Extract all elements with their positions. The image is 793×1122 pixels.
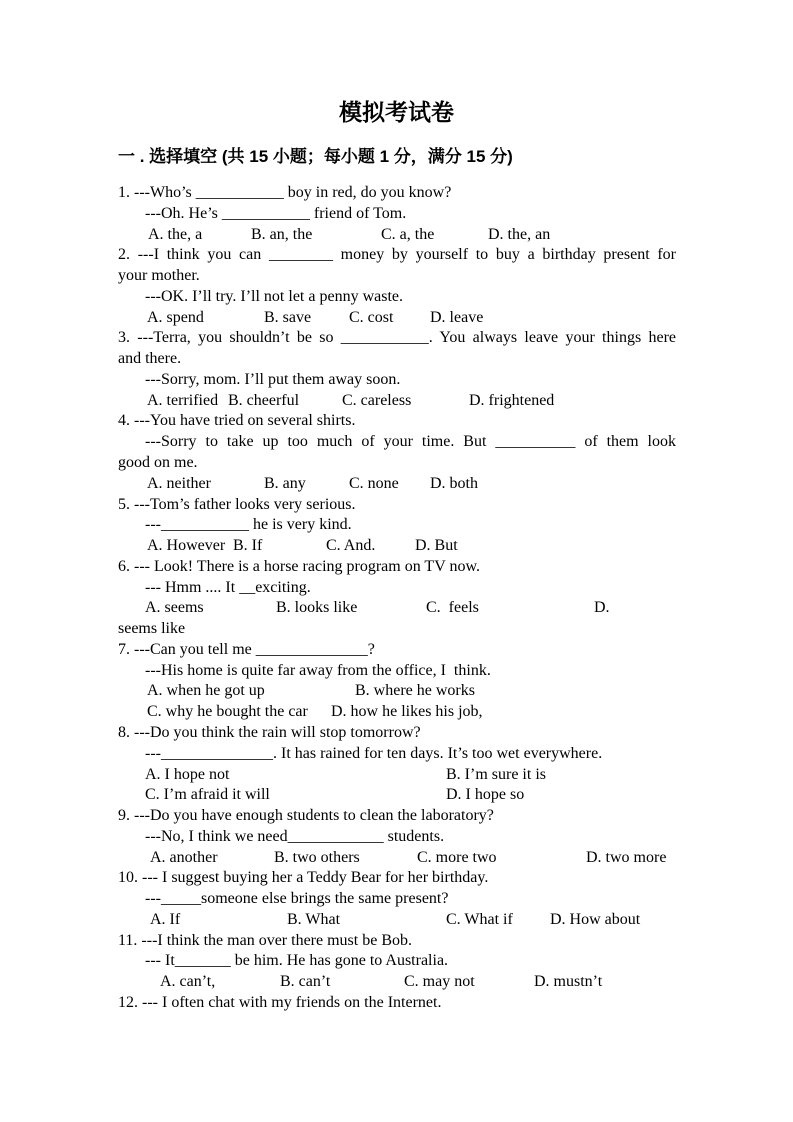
question-7-option-B: B. where he works	[355, 682, 475, 700]
section-heading: 一 . 选择填空 (共 15 小题；每小题 1 分，满分 15 分)	[118, 147, 513, 166]
question-4-option-D: D. both	[430, 474, 478, 492]
question-8-option-A: A. I hope not	[145, 765, 230, 783]
question-5-option-D: D. But	[415, 537, 458, 555]
question-4-text-line: 4. ---You have tried on several shirts.	[118, 412, 356, 430]
question-8-option-B: B. I’m sure it is	[446, 765, 546, 783]
question-4-option-B: B. any	[264, 474, 306, 492]
question-9-text-line: 9. ---Do you have enough students to clean the laboratory?	[118, 807, 494, 825]
question-2-option-D: D. leave	[430, 308, 484, 326]
document-title: 模拟考试卷	[339, 99, 454, 125]
question-6-option-C: C. feels	[426, 599, 479, 617]
question-4-text-line: good on me.	[118, 454, 198, 471]
question-6-text-line: --- Hmm .... It __exciting.	[145, 578, 311, 596]
question-5-option-C: C. And.	[326, 537, 376, 555]
question-5-option-B: B. If	[233, 537, 263, 555]
question-2-option-A: A. spend	[147, 308, 204, 326]
question-2-text-line: 2. ---I think you can ________ money by yourself to buy a birthday present for	[118, 246, 676, 264]
question-4-options-line	[0, 473, 793, 494]
question-3-option-C: C. careless	[342, 391, 412, 409]
question-10-option-A: A. If	[150, 910, 181, 928]
question-7-text-line: ---His home is quite far away from the office, I think.	[145, 661, 491, 679]
question-5-text-line: 5. ---Tom’s father looks very serious.	[118, 495, 356, 513]
question-5-option-A: A. However	[147, 537, 226, 555]
question-5-options-line	[0, 535, 793, 556]
question-9-option-C: C. more two	[417, 848, 497, 866]
question-6-text-line: seems like	[118, 620, 186, 638]
question-2-option-C: C. cost	[349, 308, 394, 326]
question-5-text-line: ---___________ he is very kind.	[145, 516, 352, 534]
question-1-option-D: D. the, an	[488, 225, 551, 243]
question-1-option-A: A. the, a	[148, 225, 203, 243]
question-3-option-D: D. frightened	[469, 391, 555, 409]
question-10-option-C: C. What if	[446, 910, 513, 928]
question-2-text-line: ---OK. I’ll try. I’ll not let a penny waste.	[145, 287, 403, 305]
question-8-text-line: 8. ---Do you think the rain will stop tomorrow?	[118, 724, 421, 742]
question-7-options-line	[0, 680, 793, 701]
question-8-options-line	[0, 764, 793, 785]
question-9-options-line	[0, 847, 793, 868]
question-6-text-line: 6. --- Look! There is a horse racing program on TV now.	[118, 557, 480, 575]
question-3-text-line: ---Sorry, mom. I’ll put them away soon.	[145, 370, 401, 388]
question-2-options-line	[0, 307, 793, 328]
question-1-option-C: C. a, the	[381, 225, 435, 243]
question-2-text-line: your mother.	[118, 267, 200, 285]
question-8-option-B: D. I hope so	[446, 786, 525, 804]
question-4-text-line: ---Sorry to take up too much of your time. But __________ of them look	[145, 433, 676, 451]
question-10-text-line: 10. --- I suggest buying her a Teddy Bear for her birthday.	[118, 869, 489, 887]
question-9-option-A: A. another	[150, 848, 218, 866]
question-10-text-line: ---_____someone else brings the same present?	[145, 890, 449, 908]
question-1-options-line	[0, 224, 793, 245]
question-7-options-line	[0, 701, 793, 722]
question-6-options-line	[0, 597, 793, 618]
question-11-text-line: 11. ---I think the man over there must be Bob.	[118, 931, 412, 949]
question-10-options-line	[0, 909, 793, 930]
question-12-text-line: 12. --- I often chat with my friends on the Internet.	[118, 994, 442, 1012]
question-11-option-A: A. can’t,	[160, 973, 216, 991]
question-9-text-line: ---No, I think we need____________ students.	[145, 827, 445, 845]
question-7-option-B: D. how he likes his job,	[331, 703, 483, 721]
question-11-options-line	[0, 971, 793, 992]
question-3-options-line	[0, 390, 793, 411]
question-8-option-A: C. I’m afraid it will	[145, 786, 270, 804]
question-3-text-line: 3. ---Terra, you shouldn’t be so ___________. You always leave your things here	[118, 329, 676, 347]
question-6-option-A: A. seems	[145, 599, 204, 617]
question-2-option-B: B. save	[264, 308, 312, 326]
question-7-text-line: 7. ---Can you tell me ______________?	[118, 640, 375, 658]
question-11-option-B: B. can’t	[280, 973, 331, 991]
question-1-option-B: B. an, the	[251, 225, 313, 243]
question-8-options-line	[0, 784, 793, 805]
question-7-option-A: C. why he bought the car	[147, 703, 308, 721]
question-10-option-B: B. What	[287, 910, 341, 928]
question-10-option-D: D. How about	[550, 910, 641, 928]
question-1-text-line: ---Oh. He’s ___________ friend of Tom.	[145, 204, 407, 222]
question-4-option-A: A. neither	[147, 474, 211, 492]
question-7-option-A: A. when he got up	[147, 682, 265, 700]
question-9-option-B: B. two others	[274, 848, 360, 866]
question-3-text-line: and there.	[118, 350, 182, 368]
question-1-text-line: 1. ---Who’s ___________ boy in red, do you know?	[118, 184, 452, 201]
question-6-option-B: B. looks like	[276, 599, 358, 617]
question-8-text-line: ---______________. It has rained for ten days. It’s too wet everywhere.	[145, 744, 603, 762]
question-11-option-D: D. mustn’t	[534, 973, 603, 991]
question-3-option-A: A. terrified	[147, 391, 219, 409]
question-11-text-line: --- It_______ be him. He has gone to Australia.	[145, 952, 449, 970]
question-11-option-C: C. may not	[404, 973, 475, 991]
question-9-option-D: D. two more	[586, 848, 667, 866]
question-4-option-C: C. none	[349, 474, 399, 492]
question-6-option-D: D.	[594, 599, 610, 617]
question-3-option-B: B. cheerful	[228, 391, 300, 409]
